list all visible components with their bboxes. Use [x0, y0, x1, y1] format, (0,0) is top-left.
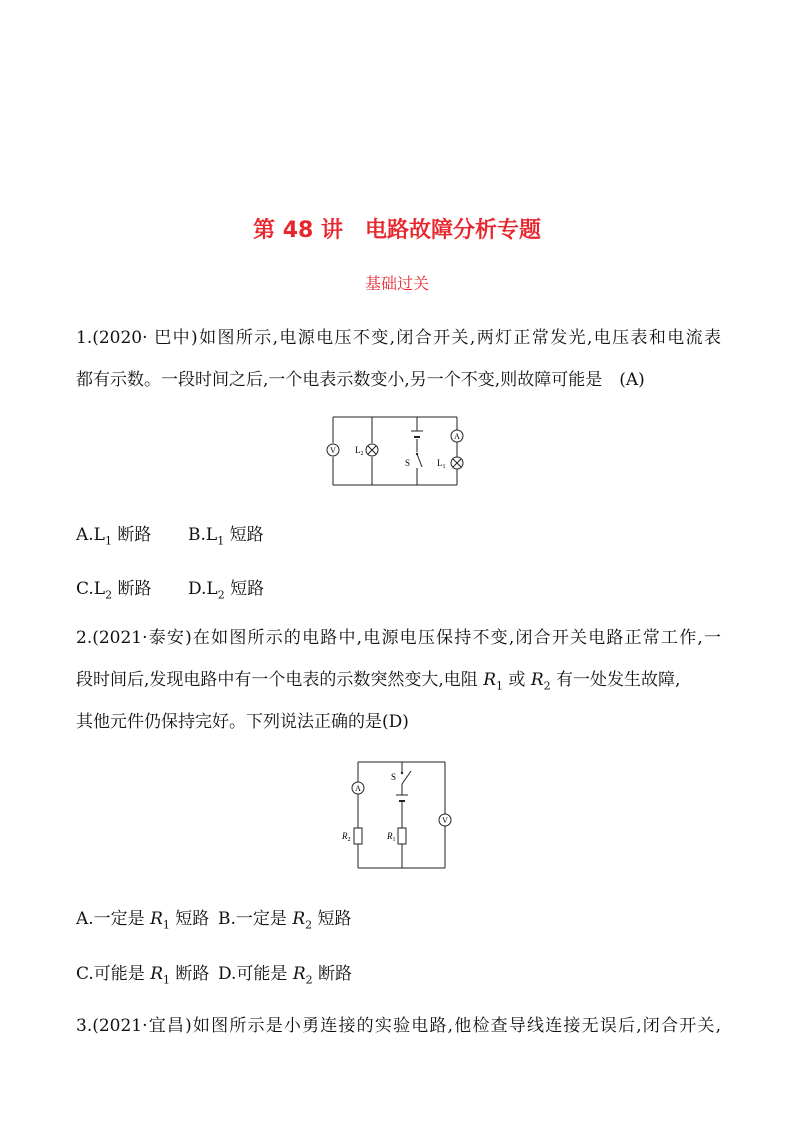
svg-text:V: V: [330, 446, 336, 455]
switch-s-label: S: [405, 458, 411, 468]
resistor-r1-label: $R_1$: [387, 831, 396, 843]
resistor-r1-symbol: [398, 828, 406, 844]
q1-option-c: $C.L_2$ 断路: [76, 579, 152, 602]
switch-s-symbol: [416, 453, 422, 467]
q2-option-a: A.一定是 $R_1$ 短路: [76, 909, 210, 932]
svg-text:A: A: [355, 784, 361, 793]
ammeter-symbol: [451, 430, 463, 442]
q1-option-b: $B.L_1$ 短路: [188, 525, 264, 548]
q2-option-d: D.可能是 $R_2$ 断路: [218, 964, 353, 987]
svg-text:A: A: [454, 432, 460, 441]
lamp-l1-label: $L_1$: [437, 458, 446, 470]
lamp-l2-label: $L_2$: [355, 445, 364, 457]
q2-text-line1: 2.(2021·泰安)在如图所示的电路中,电源电压保持不变,闭合开关电路正常工作,一: [76, 628, 721, 648]
q1-option-a: $A.L_1$ 断路: [76, 525, 152, 548]
q1-text-line2: 都有示数。一段时间之后,一个电表示数变小,另一个不变,则故障可能是 (A): [76, 370, 645, 390]
lamp-l2-symbol: [366, 444, 378, 456]
ammeter-symbol: [352, 782, 364, 794]
voltmeter-symbol: [327, 444, 339, 456]
voltmeter-symbol: [439, 814, 451, 826]
q3-text-line1: 3.(2021·宜昌)如图所示是小勇连接的实验电路,他检查导线连接无误后,闭合开关,: [76, 1016, 721, 1036]
switch-s-label: S: [391, 772, 397, 782]
section-heading: 基础过关: [364, 274, 429, 293]
battery-symbol: [396, 795, 408, 801]
battery-symbol: [411, 431, 423, 437]
q2-circuit-diagram: [338, 758, 453, 873]
q2-option-c: C.可能是 $R_1$ 断路: [76, 964, 210, 987]
q1-option-d: $D.L_2$ 短路: [188, 579, 265, 602]
q1-circuit-diagram: [325, 412, 465, 492]
svg-text:V: V: [442, 816, 448, 825]
page-title: 第 48 讲 电路故障分析专题: [253, 218, 541, 243]
resistor-r2-label: $R_2$: [342, 831, 351, 843]
q2-option-b: B.一定是 $R_2$ 短路: [218, 909, 352, 932]
resistor-r2-symbol: [354, 828, 362, 844]
switch-s-symbol: [401, 771, 411, 784]
q2-text-line2: 段时间后,发现电路中有一个电表的示数突然变大,电阻 $R_1$ 或 $R_2$ 有一处发生故障,: [76, 670, 681, 693]
q2-text-line3: 其他元件仍保持完好。下列说法正确的是(D): [76, 712, 409, 732]
lamp-l1-symbol: [451, 457, 463, 469]
q1-text-line1: 1.(2020· 巴中)如图所示,电源电压不变,闭合开关,两灯正常发光,电压表和电流表: [76, 328, 721, 348]
